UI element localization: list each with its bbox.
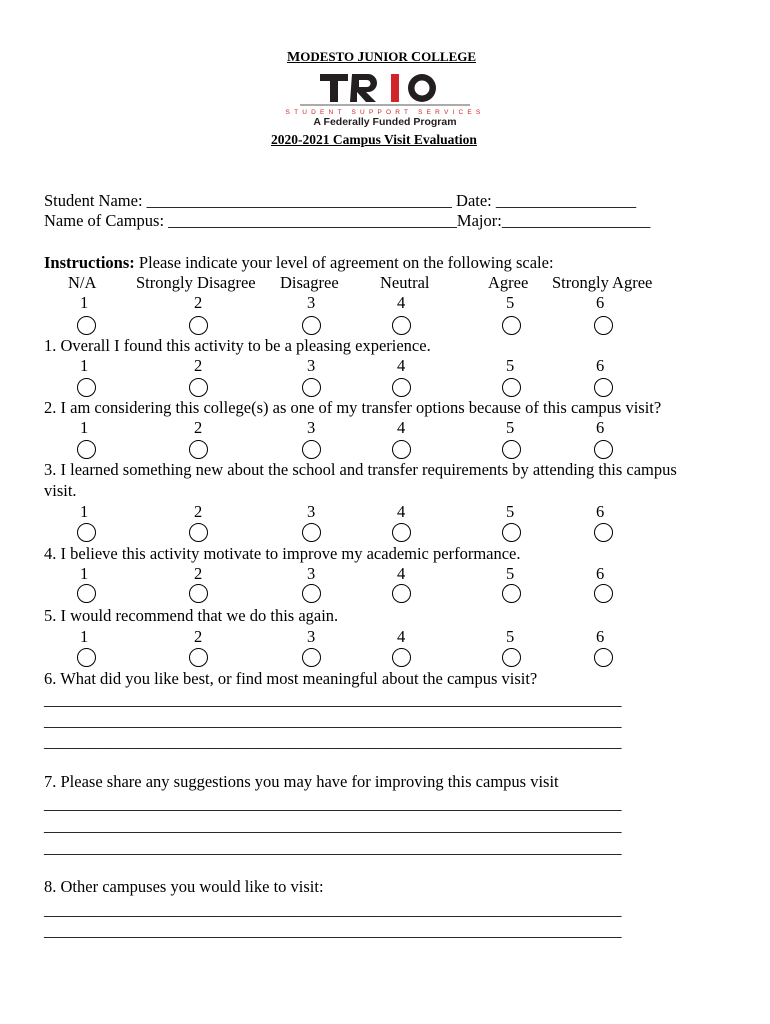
q1-number: 2 (194, 356, 202, 375)
q5-number: 3 (307, 627, 315, 646)
question-6: 6. What did you like best, or find most meaningful about the campus visit? (44, 669, 538, 688)
q5-radio-1[interactable] (77, 648, 96, 667)
college-name: MODESTO JUNIOR COLLEGE (287, 49, 477, 65)
scale-label-strongly-agree: Strongly Agree (552, 273, 653, 292)
question-7: 7. Please share any suggestions you may have for improving this campus visit (44, 772, 559, 791)
q5-radio-5[interactable] (502, 648, 521, 667)
scale-number: 3 (307, 293, 315, 312)
scale-number: 2 (194, 293, 202, 312)
q2-radio-3[interactable] (302, 440, 321, 459)
logo-tagline: A Federally Funded Program (313, 116, 457, 128)
scale-radio-2[interactable] (189, 316, 208, 335)
answer-line[interactable]: ______________________________________________________________________ (44, 732, 622, 751)
q5-number: 4 (397, 627, 405, 646)
answer-line[interactable]: ______________________________________________________________________ (44, 711, 622, 730)
q4-number: 4 (397, 564, 405, 583)
question-3: 3. I learned something new about the school and transfer requirements by attending this campus (44, 460, 677, 479)
q2-radio-1[interactable] (77, 440, 96, 459)
q4-radio-6[interactable] (594, 584, 613, 603)
scale-radio-5[interactable] (502, 316, 521, 335)
q5-radio-3[interactable] (302, 648, 321, 667)
answer-line[interactable]: ______________________________________________________________________ (44, 794, 622, 813)
question-3-cont: visit. (44, 481, 77, 500)
scale-label-neutral: Neutral (380, 273, 430, 292)
logo-subtitle: STUDENT SUPPORT SERVICES (286, 109, 484, 116)
q2-radio-6[interactable] (594, 440, 613, 459)
question-1: 1. Overall I found this activity to be a pleasing experience. (44, 336, 431, 355)
q5-number: 1 (80, 627, 88, 646)
answer-line[interactable]: ______________________________________________________________________ (44, 838, 622, 857)
q1-radio-4[interactable] (392, 378, 411, 397)
scale-number: 6 (596, 293, 604, 312)
scale-radio-3[interactable] (302, 316, 321, 335)
campus-name-field[interactable]: Name of Campus: ___________________________________Major:__________________ (44, 211, 651, 230)
q5-radio-6[interactable] (594, 648, 613, 667)
q1-radio-1[interactable] (77, 378, 96, 397)
q1-radio-5[interactable] (502, 378, 521, 397)
q5-radio-2[interactable] (189, 648, 208, 667)
q5-number: 6 (596, 627, 604, 646)
q4-radio-5[interactable] (502, 584, 521, 603)
form-title: 2020-2021 Campus Visit Evaluation (271, 132, 477, 147)
q1-radio-6[interactable] (594, 378, 613, 397)
scale-label-na: N/A (68, 273, 97, 292)
q5-number: 2 (194, 627, 202, 646)
q2-number: 1 (80, 418, 88, 437)
q2-number: 5 (506, 418, 514, 437)
q2-number: 6 (596, 418, 604, 437)
q3-radio-5[interactable] (502, 523, 521, 542)
q3-radio-4[interactable] (392, 523, 411, 542)
scale-number: 5 (506, 293, 514, 312)
scale-radio-1[interactable] (77, 316, 96, 335)
scale-label-strongly-disagree: Strongly Disagree (136, 273, 256, 292)
question-8: 8. Other campuses you would like to visit: (44, 877, 324, 896)
q2-radio-5[interactable] (502, 440, 521, 459)
q4-radio-2[interactable] (189, 584, 208, 603)
scale-radio-6[interactable] (594, 316, 613, 335)
answer-line[interactable]: ______________________________________________________________________ (44, 921, 622, 940)
q4-number: 1 (80, 564, 88, 583)
q5-number: 5 (506, 627, 514, 646)
q2-number: 4 (397, 418, 405, 437)
q1-radio-2[interactable] (189, 378, 208, 397)
q4-number: 2 (194, 564, 202, 583)
q3-radio-6[interactable] (594, 523, 613, 542)
q3-number: 3 (307, 502, 315, 521)
q2-number: 2 (194, 418, 202, 437)
scale-number: 1 (80, 293, 88, 312)
q4-number: 5 (506, 564, 514, 583)
scale-label-disagree: Disagree (280, 273, 339, 292)
q3-number: 4 (397, 502, 405, 521)
answer-line[interactable]: ______________________________________________________________________ (44, 816, 622, 835)
q1-number: 5 (506, 356, 514, 375)
scale-number: 4 (397, 293, 405, 312)
q3-radio-2[interactable] (189, 523, 208, 542)
q3-radio-3[interactable] (302, 523, 321, 542)
answer-line[interactable]: ______________________________________________________________________ (44, 690, 622, 709)
q3-number: 2 (194, 502, 202, 521)
scale-radio-4[interactable] (392, 316, 411, 335)
q5-radio-4[interactable] (392, 648, 411, 667)
q4-radio-4[interactable] (392, 584, 411, 603)
q4-radio-3[interactable] (302, 584, 321, 603)
q3-number: 5 (506, 502, 514, 521)
instructions: Instructions: Please indicate your level of agreement on the following scale: (44, 253, 554, 272)
q1-radio-3[interactable] (302, 378, 321, 397)
question-2: 2. I am considering this college(s) as one of my transfer options because of this campus visit? (44, 398, 662, 417)
question-5: 5. I would recommend that we do this again. (44, 606, 339, 625)
trio-logo (286, 68, 484, 130)
q2-number: 3 (307, 418, 315, 437)
q3-number: 1 (80, 502, 88, 521)
q4-number: 6 (596, 564, 604, 583)
q3-radio-1[interactable] (77, 523, 96, 542)
q2-radio-2[interactable] (189, 440, 208, 459)
q1-number: 4 (397, 356, 405, 375)
q1-number: 1 (80, 356, 88, 375)
question-4: 4. I believe this activity motivate to improve my academic performance. (44, 544, 521, 563)
q4-radio-1[interactable] (77, 584, 96, 603)
q1-number: 6 (596, 356, 604, 375)
q1-number: 3 (307, 356, 315, 375)
answer-line[interactable]: ______________________________________________________________________ (44, 900, 622, 919)
student-name-field[interactable]: Student Name: _____________________________________ Date: _________________ (44, 191, 637, 210)
q2-radio-4[interactable] (392, 440, 411, 459)
q3-number: 6 (596, 502, 604, 521)
q4-number: 3 (307, 564, 315, 583)
scale-label-agree: Agree (488, 273, 529, 292)
